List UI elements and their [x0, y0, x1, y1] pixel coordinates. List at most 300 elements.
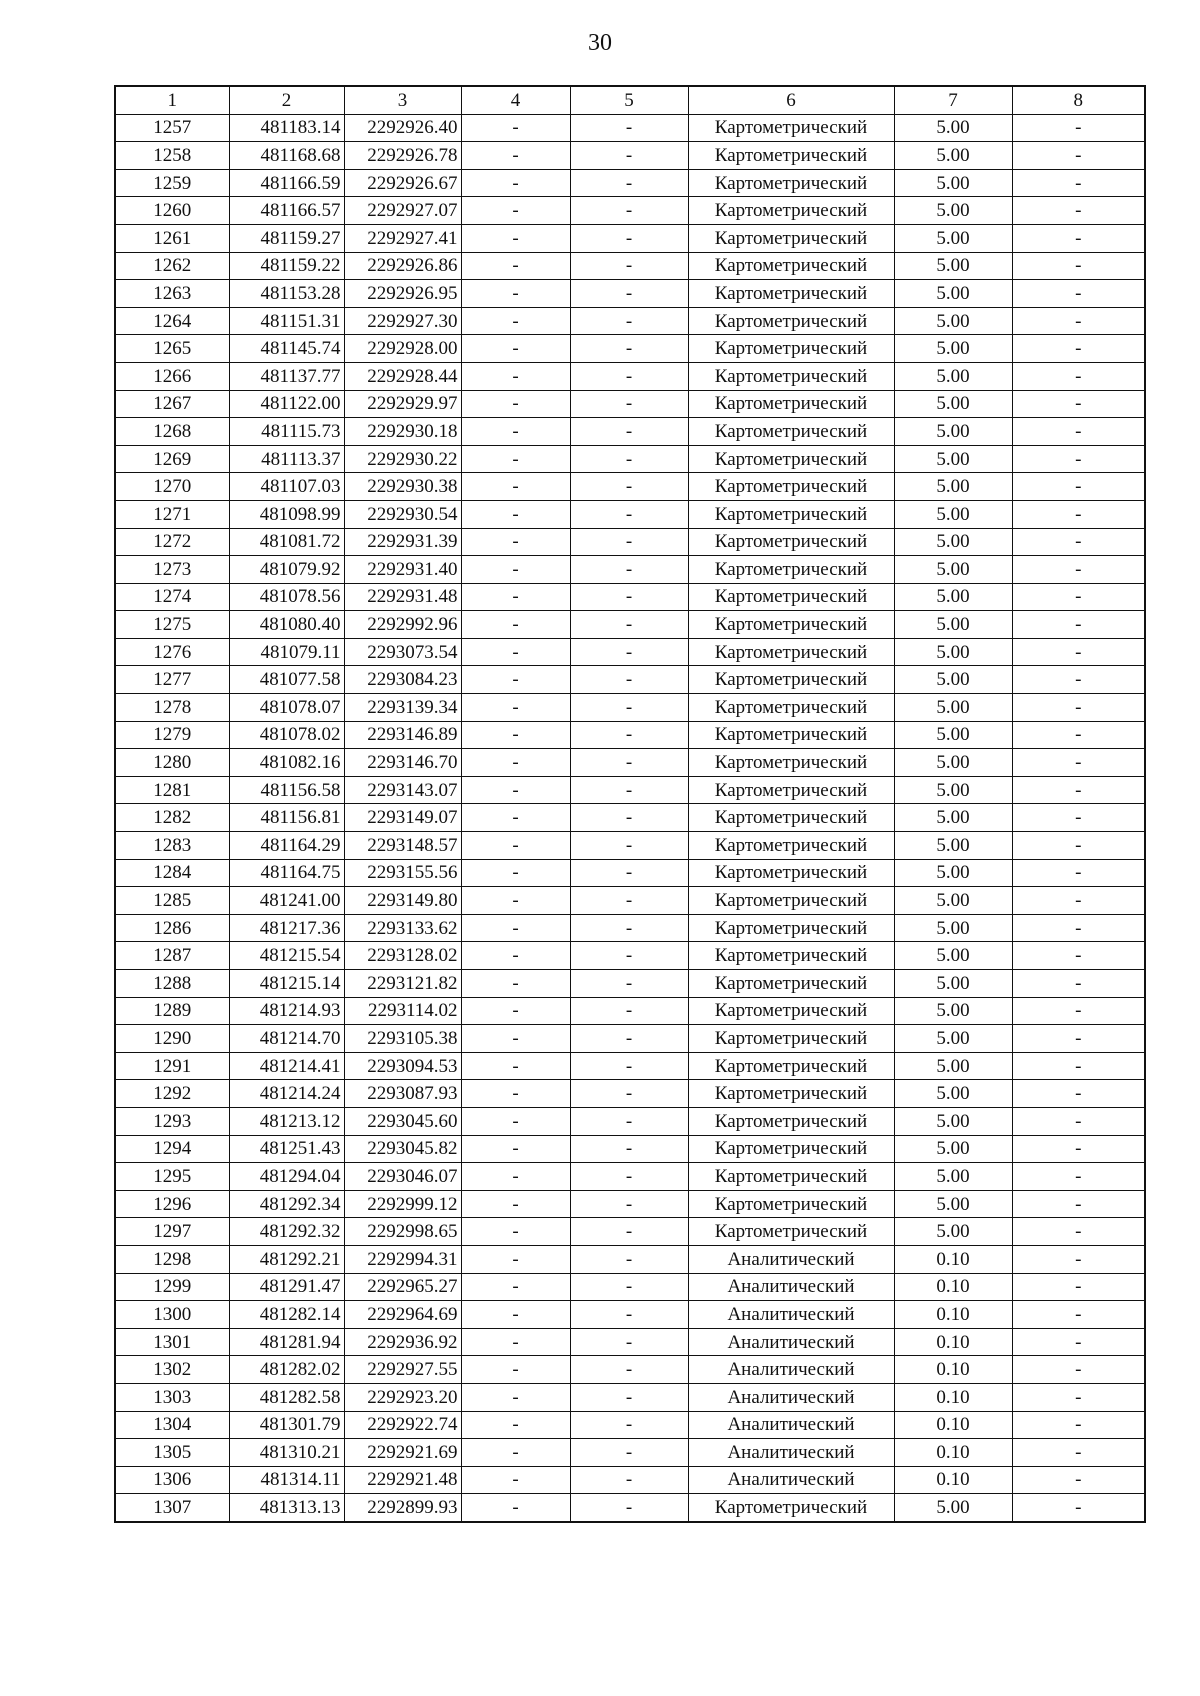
col-4-cell: -	[461, 859, 570, 887]
col-8-cell: -	[1012, 1383, 1145, 1411]
table-row	[115, 114, 1145, 142]
coord-y-cell: 2292964.69	[344, 1301, 461, 1329]
point-number-cell: 1286	[115, 914, 229, 942]
col-4-cell: -	[461, 611, 570, 639]
point-number-cell: 1302	[115, 1356, 229, 1384]
col-8-cell: -	[1012, 721, 1145, 749]
coord-x-cell: 481292.34	[229, 1190, 344, 1218]
method-cell: Аналитический	[688, 1383, 894, 1411]
col-8-cell: -	[1012, 942, 1145, 970]
coord-y-cell: 2293148.57	[344, 832, 461, 860]
table-row	[115, 307, 1145, 335]
col-5-cell: -	[570, 1466, 688, 1494]
table-row	[115, 1135, 1145, 1163]
coord-y-cell: 2292927.30	[344, 307, 461, 335]
coord-x-cell: 481151.31	[229, 307, 344, 335]
coord-y-cell: 2292926.78	[344, 142, 461, 170]
method-cell: Картометрический	[688, 142, 894, 170]
accuracy-cell: 5.00	[894, 390, 1012, 418]
table-row	[115, 942, 1145, 970]
table-row	[115, 1052, 1145, 1080]
col-4-cell: -	[461, 1052, 570, 1080]
col-8-cell: -	[1012, 556, 1145, 584]
point-number-cell: 1293	[115, 1107, 229, 1135]
coord-x-cell: 481282.02	[229, 1356, 344, 1384]
coord-y-cell: 2293146.89	[344, 721, 461, 749]
table-row	[115, 1190, 1145, 1218]
point-number-cell: 1299	[115, 1273, 229, 1301]
table-row	[115, 1301, 1145, 1329]
coord-y-cell: 2293105.38	[344, 1025, 461, 1053]
coord-y-cell: 2293149.80	[344, 887, 461, 915]
accuracy-cell: 5.00	[894, 1218, 1012, 1246]
accuracy-cell: 5.00	[894, 749, 1012, 777]
coord-x-cell: 481251.43	[229, 1135, 344, 1163]
col-8-cell: -	[1012, 804, 1145, 832]
table-row	[115, 1466, 1145, 1494]
point-number-cell: 1271	[115, 500, 229, 528]
method-cell: Картометрический	[688, 1080, 894, 1108]
col-8-cell: -	[1012, 666, 1145, 694]
method-cell: Картометрический	[688, 749, 894, 777]
column-header-2: 2	[229, 86, 344, 114]
method-cell: Картометрический	[688, 694, 894, 722]
coord-x-cell: 481214.70	[229, 1025, 344, 1053]
point-number-cell: 1283	[115, 832, 229, 860]
col-5-cell: -	[570, 1052, 688, 1080]
point-number-cell: 1273	[115, 556, 229, 584]
col-8-cell: -	[1012, 970, 1145, 998]
col-4-cell: -	[461, 1163, 570, 1191]
method-cell: Картометрический	[688, 887, 894, 915]
point-number-cell: 1287	[115, 942, 229, 970]
method-cell: Картометрический	[688, 859, 894, 887]
method-cell: Картометрический	[688, 1025, 894, 1053]
coord-x-cell: 481214.41	[229, 1052, 344, 1080]
coord-x-cell: 481282.14	[229, 1301, 344, 1329]
col-5-cell: -	[570, 473, 688, 501]
table-row	[115, 1356, 1145, 1384]
col-8-cell: -	[1012, 197, 1145, 225]
accuracy-cell: 0.10	[894, 1273, 1012, 1301]
coord-x-cell: 481115.73	[229, 418, 344, 446]
method-cell: Картометрический	[688, 804, 894, 832]
col-5-cell: -	[570, 500, 688, 528]
accuracy-cell: 0.10	[894, 1301, 1012, 1329]
col-5-cell: -	[570, 224, 688, 252]
accuracy-cell: 5.00	[894, 500, 1012, 528]
col-8-cell: -	[1012, 1466, 1145, 1494]
point-number-cell: 1292	[115, 1080, 229, 1108]
point-number-cell: 1306	[115, 1466, 229, 1494]
coord-y-cell: 2292927.41	[344, 224, 461, 252]
method-cell: Картометрический	[688, 252, 894, 280]
accuracy-cell: 5.00	[894, 611, 1012, 639]
coord-y-cell: 2292994.31	[344, 1245, 461, 1273]
point-number-cell: 1263	[115, 280, 229, 308]
col-5-cell: -	[570, 611, 688, 639]
point-number-cell: 1284	[115, 859, 229, 887]
coord-y-cell: 2293045.60	[344, 1107, 461, 1135]
table-row	[115, 224, 1145, 252]
col-8-cell: -	[1012, 1107, 1145, 1135]
col-5-cell: -	[570, 859, 688, 887]
accuracy-cell: 5.00	[894, 307, 1012, 335]
coord-x-cell: 481078.02	[229, 721, 344, 749]
accuracy-cell: 5.00	[894, 1107, 1012, 1135]
accuracy-cell: 5.00	[894, 1163, 1012, 1191]
accuracy-cell: 0.10	[894, 1466, 1012, 1494]
col-4-cell: -	[461, 1218, 570, 1246]
coord-y-cell: 2293146.70	[344, 749, 461, 777]
col-8-cell: -	[1012, 749, 1145, 777]
point-number-cell: 1290	[115, 1025, 229, 1053]
method-cell: Картометрический	[688, 1494, 894, 1522]
coord-x-cell: 481137.77	[229, 362, 344, 390]
table-row	[115, 859, 1145, 887]
col-5-cell: -	[570, 307, 688, 335]
method-cell: Картометрический	[688, 169, 894, 197]
coord-x-cell: 481292.32	[229, 1218, 344, 1246]
col-4-cell: -	[461, 583, 570, 611]
table-row	[115, 970, 1145, 998]
method-cell: Картометрический	[688, 500, 894, 528]
coord-y-cell: 2292926.86	[344, 252, 461, 280]
accuracy-cell: 5.00	[894, 997, 1012, 1025]
col-5-cell: -	[570, 832, 688, 860]
col-5-cell: -	[570, 749, 688, 777]
coord-x-cell: 481301.79	[229, 1411, 344, 1439]
col-8-cell: -	[1012, 1411, 1145, 1439]
table-row	[115, 721, 1145, 749]
coord-x-cell: 481077.58	[229, 666, 344, 694]
col-5-cell: -	[570, 1411, 688, 1439]
method-cell: Аналитический	[688, 1439, 894, 1467]
col-4-cell: -	[461, 887, 570, 915]
column-header-8: 8	[1012, 86, 1145, 114]
coord-y-cell: 2293155.56	[344, 859, 461, 887]
coord-y-cell: 2292899.93	[344, 1494, 461, 1522]
method-cell: Картометрический	[688, 942, 894, 970]
method-cell: Картометрический	[688, 638, 894, 666]
col-5-cell: -	[570, 335, 688, 363]
coord-x-cell: 481079.11	[229, 638, 344, 666]
col-4-cell: -	[461, 1328, 570, 1356]
accuracy-cell: 5.00	[894, 859, 1012, 887]
coord-y-cell: 2292931.39	[344, 528, 461, 556]
col-8-cell: -	[1012, 1025, 1145, 1053]
coord-x-cell: 481282.58	[229, 1383, 344, 1411]
coord-y-cell: 2292921.48	[344, 1466, 461, 1494]
point-number-cell: 1280	[115, 749, 229, 777]
col-4-cell: -	[461, 1107, 570, 1135]
col-4-cell: -	[461, 942, 570, 970]
point-number-cell: 1269	[115, 445, 229, 473]
coord-x-cell: 481215.14	[229, 970, 344, 998]
coord-x-cell: 481082.16	[229, 749, 344, 777]
method-cell: Картометрический	[688, 666, 894, 694]
col-4-cell: -	[461, 1135, 570, 1163]
col-4-cell: -	[461, 418, 570, 446]
col-4-cell: -	[461, 914, 570, 942]
col-8-cell: -	[1012, 473, 1145, 501]
coord-x-cell: 481314.11	[229, 1466, 344, 1494]
col-8-cell: -	[1012, 418, 1145, 446]
col-4-cell: -	[461, 197, 570, 225]
col-8-cell: -	[1012, 1273, 1145, 1301]
col-5-cell: -	[570, 776, 688, 804]
coordinates-table	[114, 85, 1146, 1523]
accuracy-cell: 5.00	[894, 666, 1012, 694]
page-number: 30	[588, 30, 612, 56]
table-row	[115, 1163, 1145, 1191]
col-5-cell: -	[570, 1439, 688, 1467]
coord-x-cell: 481166.59	[229, 169, 344, 197]
col-5-cell: -	[570, 1135, 688, 1163]
accuracy-cell: 5.00	[894, 1025, 1012, 1053]
point-number-cell: 1270	[115, 473, 229, 501]
coord-y-cell: 2293128.02	[344, 942, 461, 970]
col-5-cell: -	[570, 970, 688, 998]
point-number-cell: 1257	[115, 114, 229, 142]
accuracy-cell: 0.10	[894, 1383, 1012, 1411]
col-5-cell: -	[570, 666, 688, 694]
table-row	[115, 832, 1145, 860]
accuracy-cell: 5.00	[894, 114, 1012, 142]
accuracy-cell: 5.00	[894, 224, 1012, 252]
col-4-cell: -	[461, 694, 570, 722]
coord-x-cell: 481156.81	[229, 804, 344, 832]
coord-x-cell: 481292.21	[229, 1245, 344, 1273]
coord-y-cell: 2292926.40	[344, 114, 461, 142]
table-row	[115, 914, 1145, 942]
coord-x-cell: 481153.28	[229, 280, 344, 308]
col-5-cell: -	[570, 252, 688, 280]
method-cell: Картометрический	[688, 556, 894, 584]
accuracy-cell: 0.10	[894, 1411, 1012, 1439]
col-4-cell: -	[461, 1494, 570, 1522]
col-5-cell: -	[570, 1356, 688, 1384]
column-header-7: 7	[894, 86, 1012, 114]
method-cell: Картометрический	[688, 362, 894, 390]
col-4-cell: -	[461, 1190, 570, 1218]
col-8-cell: -	[1012, 859, 1145, 887]
table-row	[115, 694, 1145, 722]
method-cell: Картометрический	[688, 776, 894, 804]
coord-y-cell: 2292921.69	[344, 1439, 461, 1467]
method-cell: Картометрический	[688, 721, 894, 749]
coord-x-cell: 481164.75	[229, 859, 344, 887]
method-cell: Картометрический	[688, 197, 894, 225]
coord-x-cell: 481310.21	[229, 1439, 344, 1467]
table-header-row	[115, 86, 1145, 114]
method-cell: Картометрический	[688, 528, 894, 556]
coord-x-cell: 481166.57	[229, 197, 344, 225]
accuracy-cell: 5.00	[894, 1494, 1012, 1522]
point-number-cell: 1289	[115, 997, 229, 1025]
table-row	[115, 1080, 1145, 1108]
point-number-cell: 1264	[115, 307, 229, 335]
coord-y-cell: 2293087.93	[344, 1080, 461, 1108]
col-4-cell: -	[461, 832, 570, 860]
coord-y-cell: 2292926.95	[344, 280, 461, 308]
accuracy-cell: 5.00	[894, 914, 1012, 942]
coord-x-cell: 481214.24	[229, 1080, 344, 1108]
table-row	[115, 776, 1145, 804]
method-cell: Картометрический	[688, 832, 894, 860]
coord-y-cell: 2292936.92	[344, 1328, 461, 1356]
coord-y-cell: 2292931.48	[344, 583, 461, 611]
coord-y-cell: 2293143.07	[344, 776, 461, 804]
col-4-cell: -	[461, 1356, 570, 1384]
point-number-cell: 1296	[115, 1190, 229, 1218]
col-5-cell: -	[570, 887, 688, 915]
table-row	[115, 445, 1145, 473]
coord-x-cell: 481281.94	[229, 1328, 344, 1356]
point-number-cell: 1276	[115, 638, 229, 666]
column-header-6: 6	[688, 86, 894, 114]
table-row	[115, 142, 1145, 170]
table-row	[115, 1025, 1145, 1053]
table-row	[115, 804, 1145, 832]
table-row	[115, 666, 1145, 694]
accuracy-cell: 5.00	[894, 362, 1012, 390]
coord-y-cell: 2292999.12	[344, 1190, 461, 1218]
col-4-cell: -	[461, 252, 570, 280]
table-row	[115, 335, 1145, 363]
coord-y-cell: 2292965.27	[344, 1273, 461, 1301]
col-5-cell: -	[570, 1494, 688, 1522]
accuracy-cell: 5.00	[894, 197, 1012, 225]
col-4-cell: -	[461, 804, 570, 832]
accuracy-cell: 5.00	[894, 970, 1012, 998]
point-number-cell: 1303	[115, 1383, 229, 1411]
point-number-cell: 1307	[115, 1494, 229, 1522]
col-8-cell: -	[1012, 224, 1145, 252]
accuracy-cell: 0.10	[894, 1439, 1012, 1467]
col-5-cell: -	[570, 1025, 688, 1053]
coord-x-cell: 481294.04	[229, 1163, 344, 1191]
col-4-cell: -	[461, 362, 570, 390]
col-8-cell: -	[1012, 583, 1145, 611]
col-8-cell: -	[1012, 445, 1145, 473]
col-4-cell: -	[461, 1025, 570, 1053]
col-5-cell: -	[570, 142, 688, 170]
point-number-cell: 1295	[115, 1163, 229, 1191]
coord-y-cell: 2293121.82	[344, 970, 461, 998]
table-body	[115, 114, 1145, 1522]
coord-y-cell: 2293149.07	[344, 804, 461, 832]
table-row	[115, 418, 1145, 446]
col-8-cell: -	[1012, 997, 1145, 1025]
col-4-cell: -	[461, 445, 570, 473]
col-5-cell: -	[570, 694, 688, 722]
table-row	[115, 1245, 1145, 1273]
method-cell: Картометрический	[688, 445, 894, 473]
accuracy-cell: 0.10	[894, 1245, 1012, 1273]
col-4-cell: -	[461, 1439, 570, 1467]
col-5-cell: -	[570, 1107, 688, 1135]
col-4-cell: -	[461, 473, 570, 501]
coord-x-cell: 481078.56	[229, 583, 344, 611]
col-5-cell: -	[570, 280, 688, 308]
col-5-cell: -	[570, 114, 688, 142]
point-number-cell: 1266	[115, 362, 229, 390]
coord-x-cell: 481159.22	[229, 252, 344, 280]
coord-x-cell: 481078.07	[229, 694, 344, 722]
point-number-cell: 1262	[115, 252, 229, 280]
col-4-cell: -	[461, 142, 570, 170]
coord-y-cell: 2292922.74	[344, 1411, 461, 1439]
accuracy-cell: 0.10	[894, 1356, 1012, 1384]
col-8-cell: -	[1012, 1163, 1145, 1191]
table-row	[115, 638, 1145, 666]
accuracy-cell: 5.00	[894, 528, 1012, 556]
col-4-cell: -	[461, 1411, 570, 1439]
accuracy-cell: 5.00	[894, 638, 1012, 666]
coord-y-cell: 2292928.44	[344, 362, 461, 390]
coord-y-cell: 2293073.54	[344, 638, 461, 666]
coord-x-cell: 481217.36	[229, 914, 344, 942]
accuracy-cell: 5.00	[894, 887, 1012, 915]
point-number-cell: 1272	[115, 528, 229, 556]
method-cell: Картометрический	[688, 1190, 894, 1218]
coord-y-cell: 2292930.54	[344, 500, 461, 528]
table-row	[115, 1439, 1145, 1467]
coord-y-cell: 2293045.82	[344, 1135, 461, 1163]
col-8-cell: -	[1012, 1439, 1145, 1467]
accuracy-cell: 5.00	[894, 169, 1012, 197]
coord-y-cell: 2293046.07	[344, 1163, 461, 1191]
table-row	[115, 528, 1145, 556]
col-8-cell: -	[1012, 142, 1145, 170]
method-cell: Картометрический	[688, 390, 894, 418]
col-5-cell: -	[570, 997, 688, 1025]
col-8-cell: -	[1012, 1218, 1145, 1246]
accuracy-cell: 5.00	[894, 942, 1012, 970]
col-5-cell: -	[570, 1383, 688, 1411]
col-4-cell: -	[461, 638, 570, 666]
method-cell: Аналитический	[688, 1356, 894, 1384]
table-row	[115, 887, 1145, 915]
method-cell: Аналитический	[688, 1245, 894, 1273]
table-row	[115, 1383, 1145, 1411]
method-cell: Картометрический	[688, 307, 894, 335]
column-header-3: 3	[344, 86, 461, 114]
accuracy-cell: 5.00	[894, 832, 1012, 860]
coord-y-cell: 2293139.34	[344, 694, 461, 722]
col-8-cell: -	[1012, 1356, 1145, 1384]
accuracy-cell: 5.00	[894, 776, 1012, 804]
point-number-cell: 1291	[115, 1052, 229, 1080]
col-8-cell: -	[1012, 887, 1145, 915]
coord-y-cell: 2292930.22	[344, 445, 461, 473]
col-4-cell: -	[461, 749, 570, 777]
table-row	[115, 749, 1145, 777]
col-8-cell: -	[1012, 362, 1145, 390]
col-4-cell: -	[461, 1466, 570, 1494]
point-number-cell: 1301	[115, 1328, 229, 1356]
coord-y-cell: 2292930.38	[344, 473, 461, 501]
col-4-cell: -	[461, 776, 570, 804]
point-number-cell: 1278	[115, 694, 229, 722]
coord-y-cell: 2292928.00	[344, 335, 461, 363]
col-5-cell: -	[570, 445, 688, 473]
method-cell: Картометрический	[688, 1218, 894, 1246]
coord-x-cell: 481168.68	[229, 142, 344, 170]
accuracy-cell: 5.00	[894, 445, 1012, 473]
method-cell: Картометрический	[688, 418, 894, 446]
